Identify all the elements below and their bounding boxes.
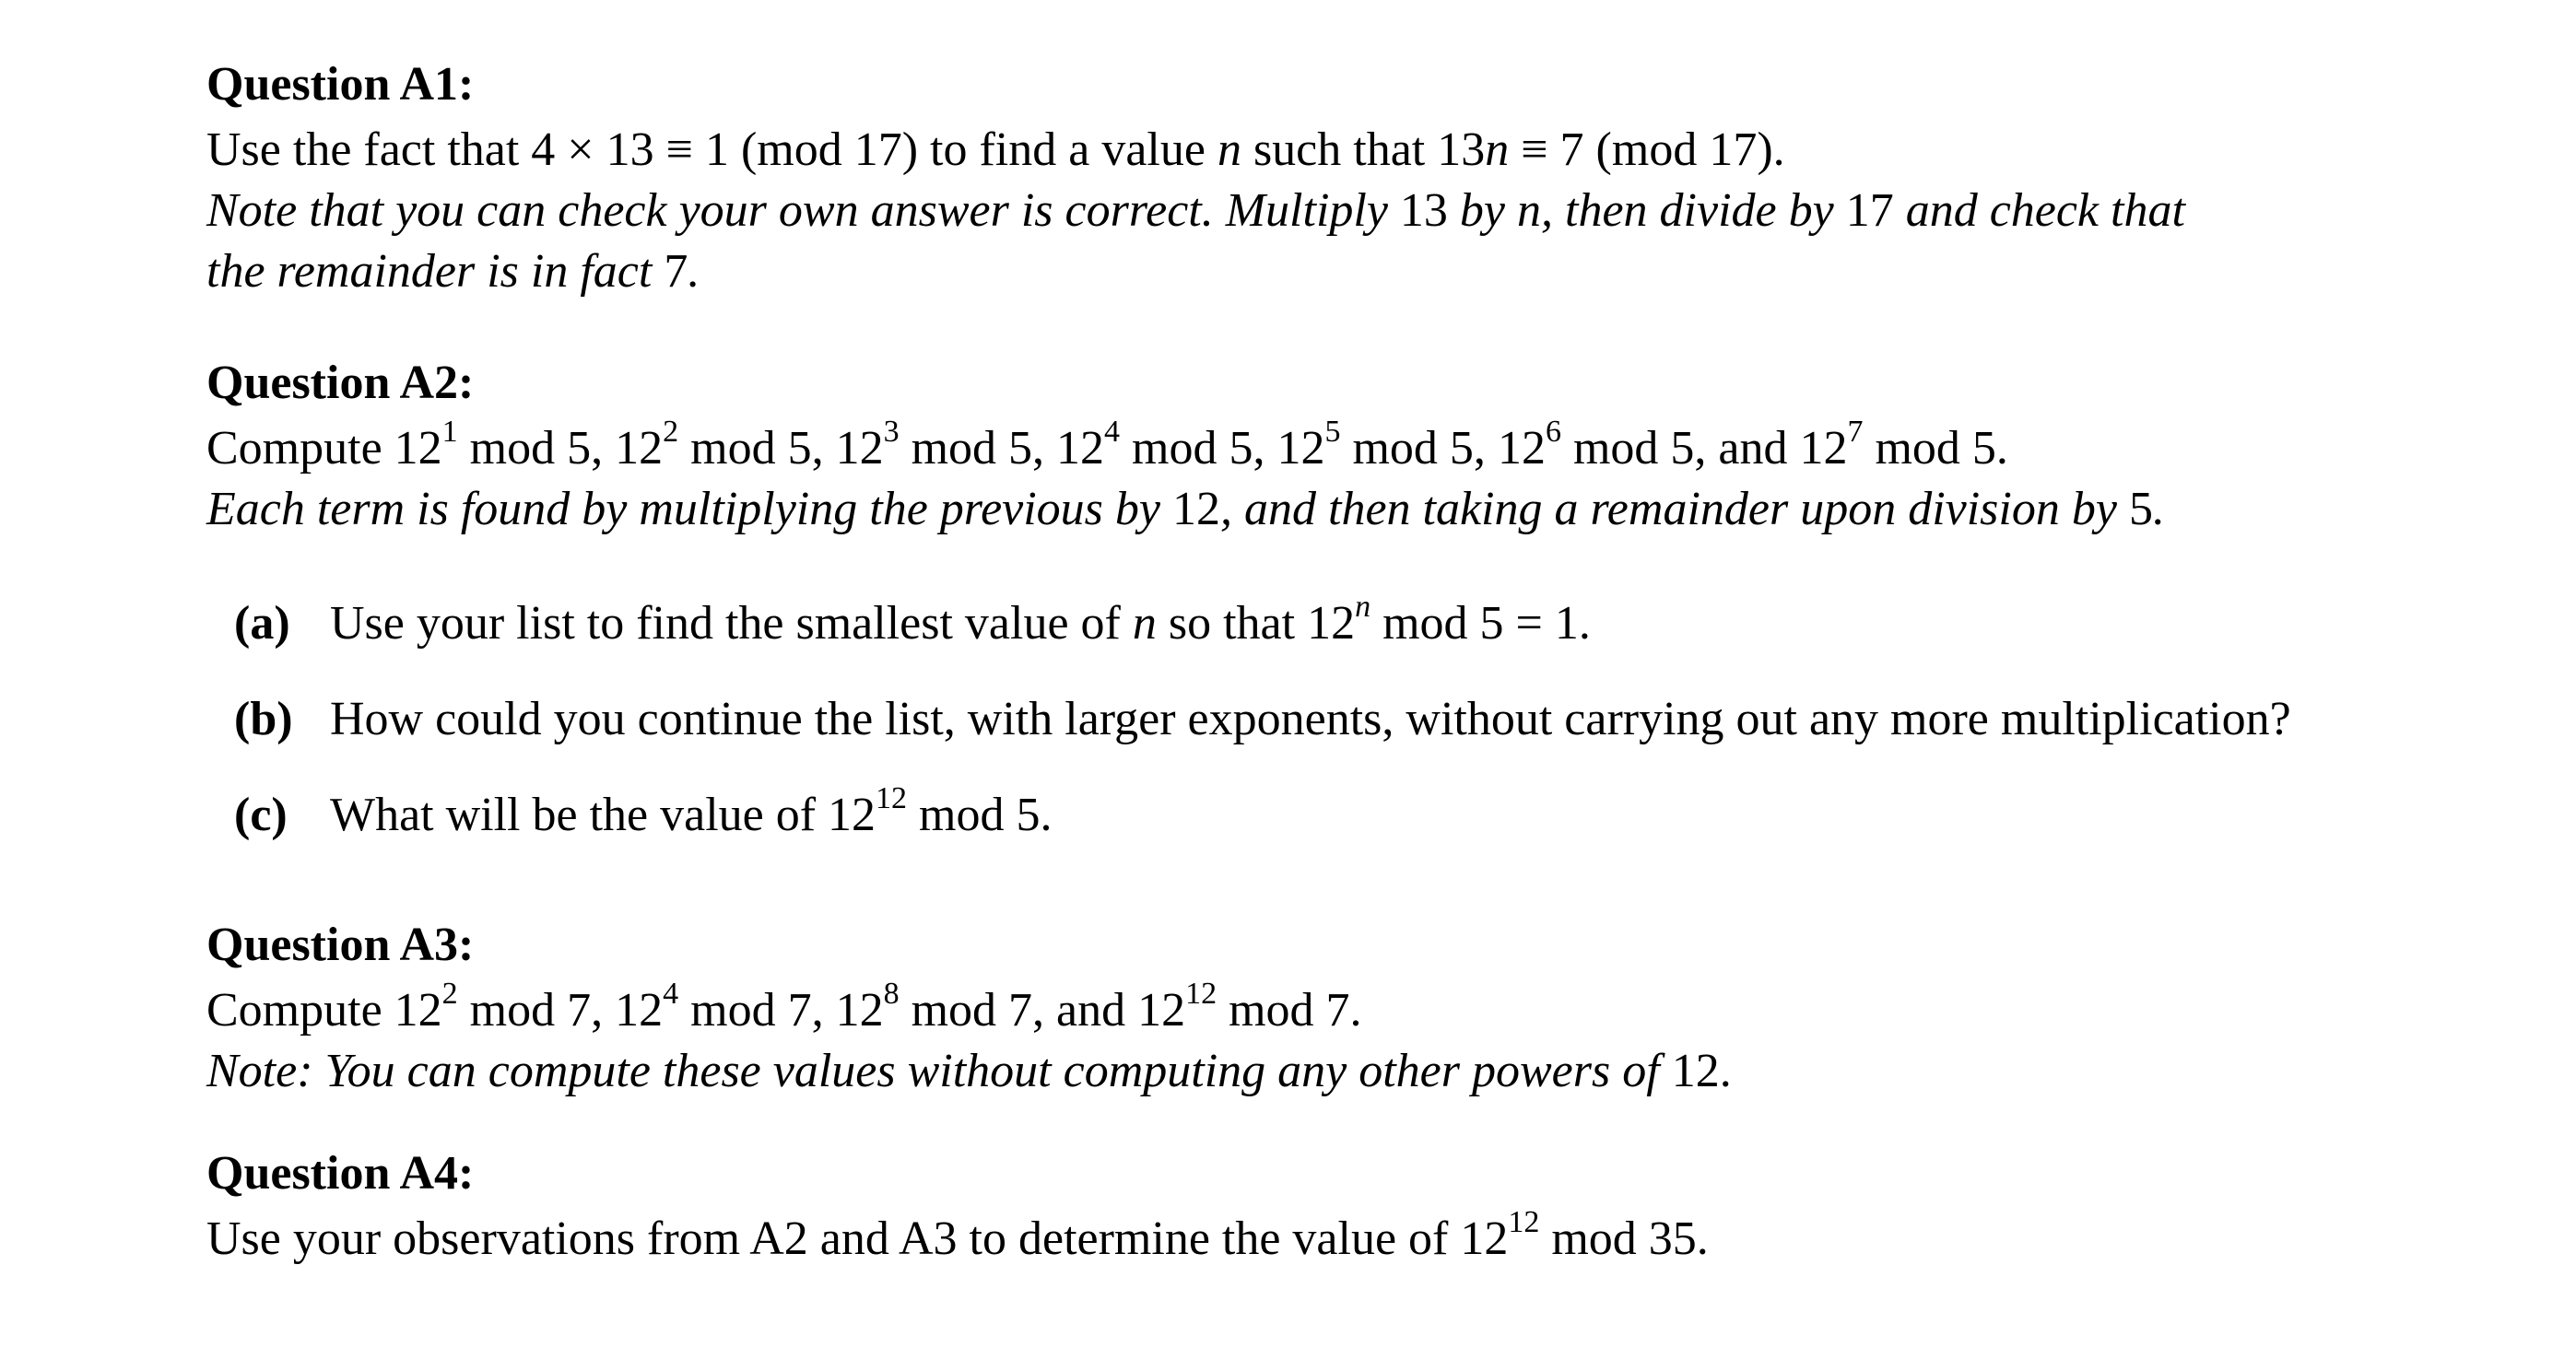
a2-base: 12 (615, 422, 664, 474)
part-c (234, 780, 2418, 846)
a3-text-4: mod 7, and 12 (899, 984, 1186, 1037)
a1-var-n: n (1217, 123, 1241, 176)
a2-note-num-5: 5 (2128, 483, 2153, 535)
a2-mod: mod 5, (1560, 422, 1707, 474)
a2-mod: mod 5, (457, 422, 604, 474)
a1-note-text-4: and check that (1893, 184, 2185, 237)
a1-note-num-13: 13 (1399, 184, 1448, 237)
part-b (234, 689, 2418, 750)
question-a4-statement (206, 1204, 2418, 1270)
a2-exp-4: 4 (1104, 414, 1121, 449)
part-c-text-2: mod 5. (907, 789, 1053, 841)
a2-base: 12 (835, 422, 884, 474)
a3-note-text-2: . (1719, 1045, 1732, 1097)
a2-base: 12 (1056, 422, 1105, 474)
a2-note-num-12: 12 (1172, 483, 1220, 535)
a2-compute-word: Compute (206, 422, 394, 474)
question-a1-note (206, 181, 2418, 302)
a3-text-3: mod 7, 12 (678, 984, 884, 1037)
a2-mod: mod 5, (1120, 422, 1265, 474)
part-a (234, 589, 2418, 654)
part-a-var-n: n (1132, 597, 1157, 650)
question-a1-statement (206, 120, 2418, 181)
part-b-label: (b) (234, 693, 293, 745)
a2-base: 12 (1276, 422, 1325, 474)
part-c-text-1: What will be the value of 12 (330, 789, 876, 841)
a1-note-var-n: n (1517, 184, 1542, 237)
question-a3-title: Question A3: (206, 919, 475, 971)
a2-exp-2: 2 (663, 414, 679, 449)
worksheet (206, 37, 2418, 1270)
a4-text-1: Use your observations from A2 and A3 to determine the value of 12 (206, 1212, 1509, 1265)
a3-note-text-1: Note: You can compute these values without computing any other powers of (206, 1045, 1672, 1097)
a1-note-text-2: by (1447, 184, 1518, 237)
a3-text-1: Compute 12 (206, 984, 442, 1037)
a2-note-text-2: , and then taking a remainder upon division by (1220, 483, 2129, 535)
question-a4-title: Question A4: (206, 1147, 475, 1200)
question-a3-statement (206, 976, 2418, 1041)
a3-exp-12: 12 (1185, 976, 1217, 1011)
a2-base: 12 (1497, 422, 1546, 474)
part-c-label: (c) (234, 789, 288, 841)
question-a2-note (206, 479, 2418, 540)
part-a-label: (a) (234, 597, 290, 650)
a2-exp-6: 6 (1545, 414, 1561, 449)
a1-note-text-3: , then divide by (1541, 184, 1846, 237)
a2-note-text-3: . (2152, 483, 2165, 535)
a3-text-5: mod 7. (1217, 984, 1362, 1037)
a2-exp-7: 7 (1847, 414, 1864, 449)
part-b-text: How could you continue the list, with larger exponents, without carrying out any more multiplication? (330, 693, 2291, 745)
question-a4 (206, 1146, 2418, 1270)
a2-exp-3: 3 (883, 414, 900, 449)
a1-note-text-6: . (688, 245, 700, 298)
a2-note-text-1: Each term is found by multiplying the previous by (206, 483, 1172, 535)
question-a2 (206, 356, 2418, 846)
question-a2-statement (206, 414, 2418, 479)
part-a-exp-n: n (1355, 589, 1371, 624)
a2-exp-5: 5 (1324, 414, 1341, 449)
a4-text-2: mod 35. (1539, 1212, 1709, 1265)
part-a-text-2: so that 12 (1156, 597, 1356, 650)
a2-base: 12 (394, 422, 442, 474)
a2-mod: mod 5, (678, 422, 824, 474)
question-a3 (206, 918, 2418, 1102)
question-a2-parts (234, 589, 2418, 846)
question-a1-title: Question A1: (206, 58, 475, 111)
a1-text-2: such that 13 (1241, 123, 1486, 176)
a2-mod-end: mod 5. (1863, 422, 2008, 474)
a2-exp-1: 1 (441, 414, 458, 449)
a3-exp-4: 4 (663, 976, 679, 1011)
a1-text-3: ≡ 7 (mod 17). (1509, 123, 1785, 176)
a1-note-num-17: 17 (1845, 184, 1894, 237)
a2-mod: mod 5, (1340, 422, 1486, 474)
part-a-text-3: mod 5 = 1. (1370, 597, 1591, 650)
a1-text-1: Use the fact that 4 × 13 ≡ 1 (mod 17) to find a value (206, 123, 1217, 176)
a1-note-num-7: 7 (664, 245, 688, 298)
a1-note-text-1: Note that you can check your own answer is correct. Multiply (206, 184, 1400, 237)
a1-var-n-2: n (1485, 123, 1510, 176)
a2-base: 12 (1799, 422, 1848, 474)
a2-and-word: and (1706, 422, 1800, 474)
a4-exp-12: 12 (1508, 1204, 1540, 1239)
question-a1 (206, 57, 2418, 302)
question-a3-note (206, 1041, 2418, 1102)
question-a2-title: Question A2: (206, 357, 475, 409)
part-a-text-1: Use your list to find the smallest value of (330, 597, 1133, 650)
a2-mod: mod 5, (899, 422, 1045, 474)
a3-exp-2: 2 (441, 976, 458, 1011)
a3-exp-8: 8 (883, 976, 900, 1011)
a3-text-2: mod 7, 12 (457, 984, 664, 1037)
a1-note-text-5: the remainder is in fact (206, 245, 665, 298)
a3-note-num-12: 12 (1671, 1045, 1720, 1097)
part-c-exp: 12 (876, 780, 908, 815)
